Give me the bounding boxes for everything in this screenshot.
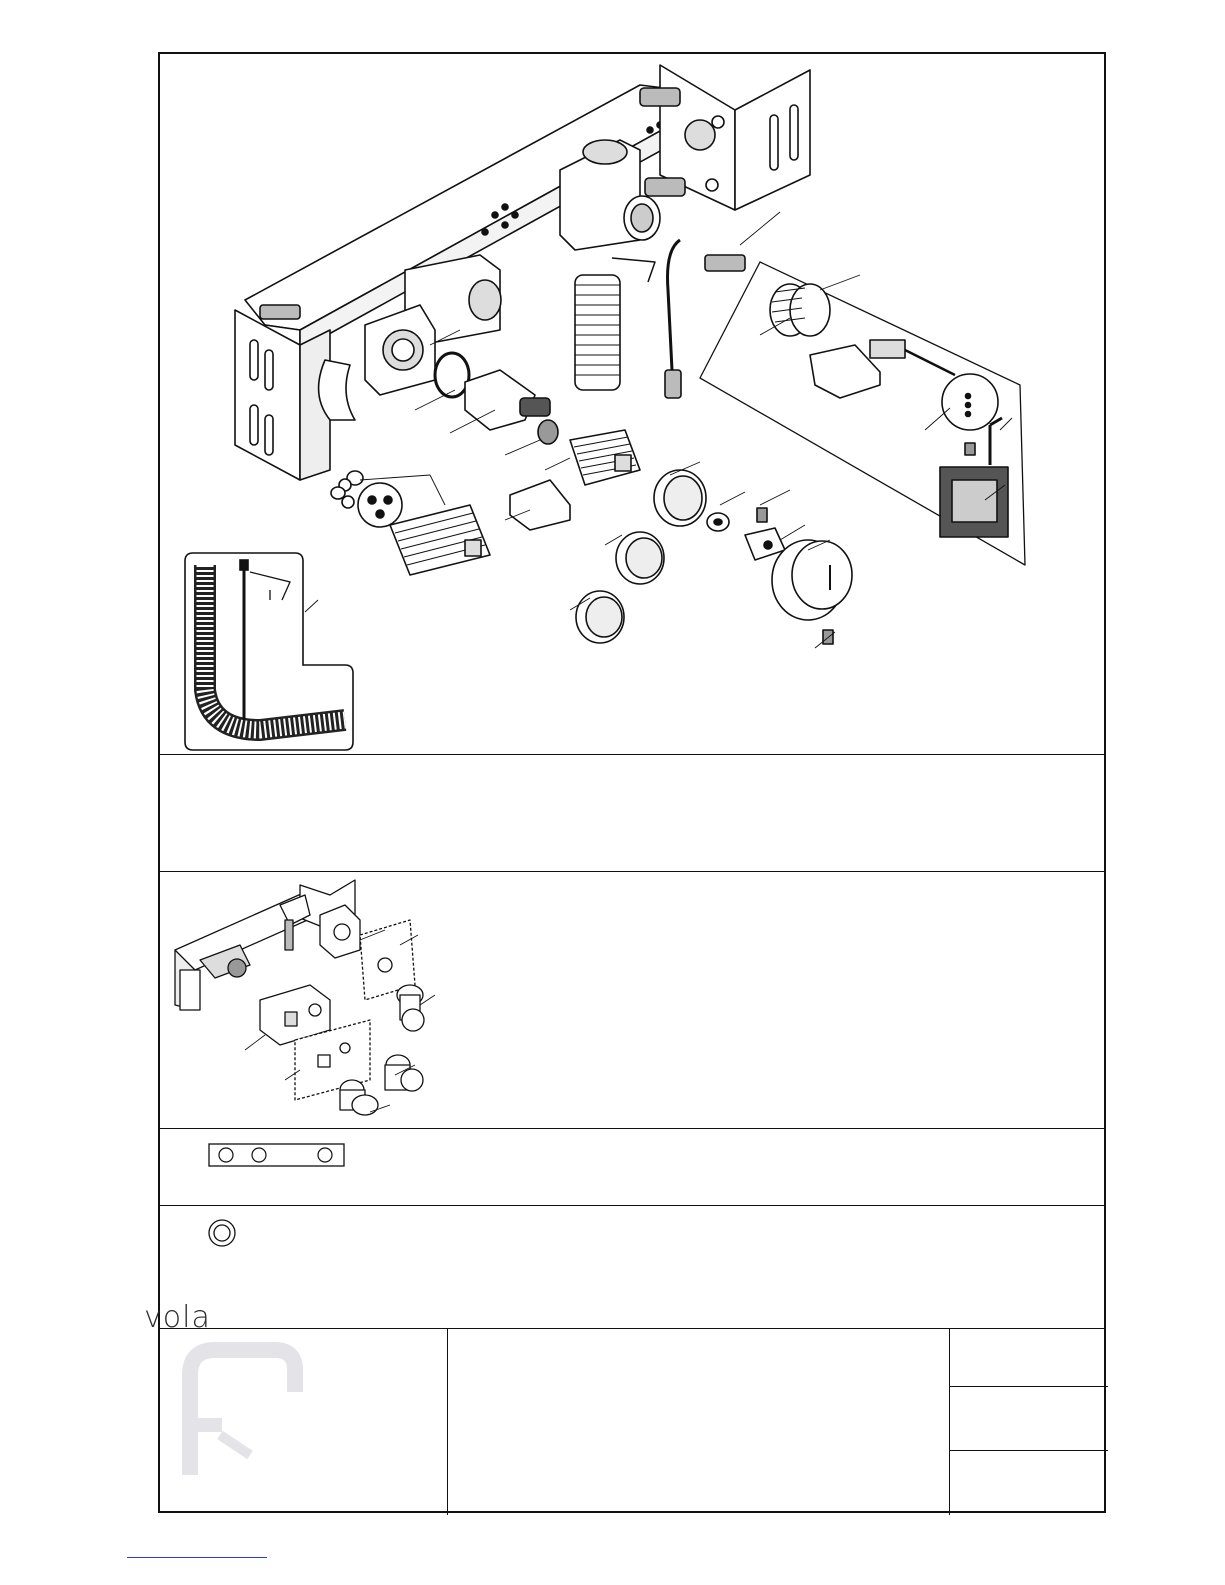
brand-wordmark: vola [144, 1300, 211, 1335]
flexible-hose-icon [575, 275, 620, 390]
title-cell-divider-2 [949, 1450, 1108, 1451]
sensor-icon [870, 340, 998, 430]
exploded-view-drawing [0, 0, 1225, 760]
set-screw-icon [965, 443, 975, 455]
title-block-col-2 [949, 1328, 950, 1515]
section-divider-4 [160, 1205, 1104, 1206]
ring-icon [576, 591, 624, 643]
backing-plate-icon [940, 467, 1008, 537]
ring-icon [202, 1213, 242, 1253]
hex-key-icon [990, 418, 1002, 465]
thread-sleeve-icon [770, 284, 830, 336]
thread-sleeve-icon [390, 505, 490, 575]
connector-icon [705, 255, 745, 271]
knob-icon [772, 540, 852, 620]
brand-logo-icon [180, 1340, 330, 1480]
cartridge-icon [465, 370, 558, 444]
ring-icon [616, 532, 664, 584]
plug-icon [385, 1055, 423, 1091]
footer-link-underline[interactable] [127, 1557, 267, 1558]
title-block-col-1 [447, 1328, 448, 1515]
sensor-cable-icon [668, 240, 681, 370]
hex-adapter-icon [510, 480, 570, 530]
ring-icon [654, 470, 706, 526]
thread-sleeve-icon [570, 430, 640, 485]
three-hole-template-icon [200, 1138, 360, 1178]
variant-exploded-view [0, 870, 1225, 1130]
plug-icon [340, 1080, 378, 1115]
title-block-divider [160, 1328, 1104, 1329]
o-ring-icon [435, 353, 469, 397]
connector-icon [665, 370, 681, 398]
title-cell-divider-1 [949, 1386, 1108, 1387]
plug-icon [397, 985, 424, 1031]
wall-bracket-icon [640, 65, 810, 210]
grub-screw-icon [823, 630, 833, 644]
set-screw-icon [757, 508, 767, 522]
accessory-inset [185, 553, 353, 750]
plug-icon [358, 483, 402, 527]
